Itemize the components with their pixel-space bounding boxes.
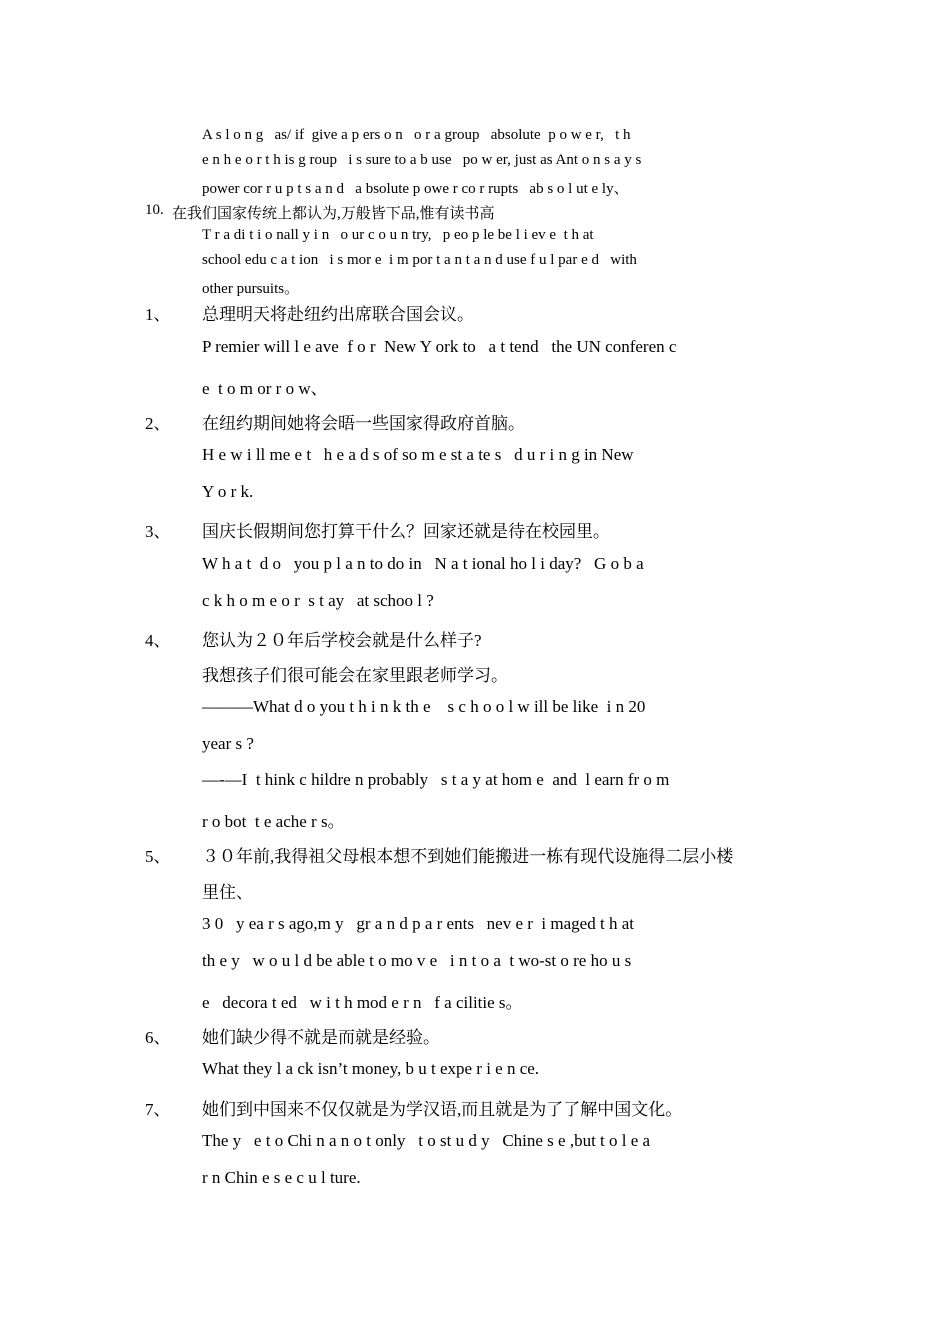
item-english: ―――What d o you t h i n k th e s c h o o l w ill be like i n 20 xyxy=(202,697,646,716)
item-english: e decora t ed w i t h mod e r n f a cilitie s。 xyxy=(202,993,523,1012)
item-english: 3 0 y ea r s ago,m y gr a n d p a r ents nev e r i maged t h at xyxy=(202,914,634,933)
item-number: 1、 xyxy=(145,305,171,324)
item-english: r o bot t e ache r s。 xyxy=(202,812,345,831)
item-chinese: 国庆长假期间您打算干什么？回家还就是待在校园里。 xyxy=(202,522,610,541)
item-english: e t o m or r o w、 xyxy=(202,379,328,398)
carry-over-line-2: e n h e o r t h is g roup i s sure to a b use po w er, just as Ant o n s a y s xyxy=(202,152,642,168)
item-10-chinese: 在我们国家传统上都认为,万般皆下品,惟有读书高 xyxy=(172,206,495,222)
item-10-number: 10. xyxy=(145,202,164,218)
item-chinese: 您认为２０年后学校会就是什么样子? xyxy=(202,631,482,650)
item-number: 3、 xyxy=(145,522,171,541)
item-english: What they l a ck isn’t money, b u t expe r i e n ce. xyxy=(202,1059,540,1078)
item-chinese: 总理明天将赴纽约出席联合国会议。 xyxy=(202,305,474,324)
item-chinese: 她们到中国来不仅仅就是为学汉语,而且就是为了了解中国文化。 xyxy=(202,1100,683,1119)
item-chinese: ３０年前,我得祖父母根本想不到她们能搬进一栋有现代设施得二层小楼 xyxy=(202,847,734,866)
item-10-english-1: T r a di t i o nall y i n o ur c o u n try, p eo p le be l i ev e t h at xyxy=(202,227,594,243)
item-number: 4、 xyxy=(145,631,171,650)
item-chinese: 里住、 xyxy=(202,883,253,902)
item-english: year s ? xyxy=(202,734,254,753)
item-number: 6、 xyxy=(145,1028,171,1047)
item-english: th e y w o u l d be able t o mo v e i n t o a t wo-st o re ho u s xyxy=(202,951,632,970)
item-10-english-3: other pursuits。 xyxy=(202,281,300,297)
item-english: P remier will l e ave f o r New Y ork to a t tend the UN conferen c xyxy=(202,337,677,356)
item-chinese: 在纽约期间她将会晤一些国家得政府首脑。 xyxy=(202,414,525,433)
item-english: H e w i ll me e t h e a d s of so m e st a te s d u r i n g in New xyxy=(202,445,634,464)
item-english: c k h o m e o r s t ay at schoo l ? xyxy=(202,591,434,610)
item-english: —-—I t hink c hildre n probably s t a y at hom e and l earn fr o m xyxy=(202,770,670,789)
item-english: r n Chin e s e c u l ture. xyxy=(202,1168,361,1187)
item-english: The y e t o Chi n a n o t only t o st u d y Chine s e ,but t o l e a xyxy=(202,1131,651,1150)
item-chinese: 我想孩子们很可能会在家里跟老师学习。 xyxy=(202,666,508,685)
carry-over-line-3: power cor r u p t s a n d a bsolute p owe r co r rupts ab s o l ut e ly、 xyxy=(202,181,629,197)
item-number: 2、 xyxy=(145,414,171,433)
item-chinese: 她们缺少得不就是而就是经验。 xyxy=(202,1028,440,1047)
item-english: W h a t d o you p l a n to do in N a t ional ho l i day? G o b a xyxy=(202,554,644,573)
carry-over-line-1: A s l o n g as/ if give a p ers o n o r a group absolute p o w e r, t h xyxy=(202,127,631,143)
item-10-english-2: school edu c a t ion i s mor e i m por t a n t a n d use f u l par e d with xyxy=(202,252,637,268)
item-number: 5、 xyxy=(145,847,171,866)
item-number: 7、 xyxy=(145,1100,171,1119)
item-english: Y o r k. xyxy=(202,482,254,501)
